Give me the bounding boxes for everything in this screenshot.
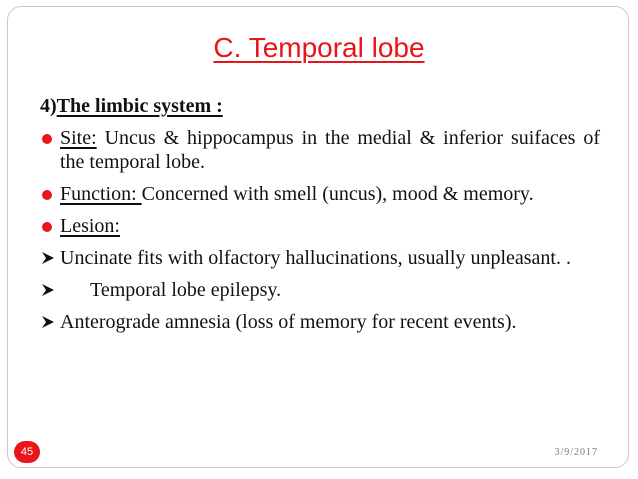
heading-text: The limbic system : (56, 95, 223, 117)
list-item-function (40, 182, 600, 206)
arrow-bullet-icon (40, 246, 58, 270)
item-label: Function: (60, 183, 142, 205)
list-item-site (40, 126, 600, 174)
heading-number: 4) (40, 95, 57, 117)
red-dot-icon (42, 222, 52, 232)
item-text: Anterograde amnesia (loss of memory for recent events). (60, 311, 517, 333)
list-item-uncinate (40, 246, 600, 270)
slide-title: C. Temporal lobe (213, 32, 425, 63)
slide-number-badge: 45 (14, 441, 40, 463)
list-item-lesion (40, 214, 600, 238)
item-text: Uncinate fits with olfactory hallucinations, usually unpleasant. . (60, 247, 571, 269)
slide-date: 3/9/2017 (554, 447, 598, 458)
list-item-amnesia (40, 310, 600, 334)
item-label: Site: (60, 127, 97, 149)
item-label: Lesion: (60, 215, 120, 237)
arrow-bullet-icon (40, 310, 58, 334)
item-text: Uncus & hippocampus in the medial & inferior suifaces of the temporal lobe. (60, 127, 600, 173)
arrow-bullet-icon (40, 278, 58, 302)
red-dot-icon (42, 134, 52, 144)
section-heading (40, 94, 600, 118)
slide-content (40, 94, 600, 342)
item-text: Temporal lobe epilepsy. (90, 279, 282, 301)
list-item-epilepsy (40, 278, 600, 302)
item-text: Concerned with smell (uncus), mood & memory. (141, 183, 534, 205)
red-dot-icon (42, 190, 52, 200)
